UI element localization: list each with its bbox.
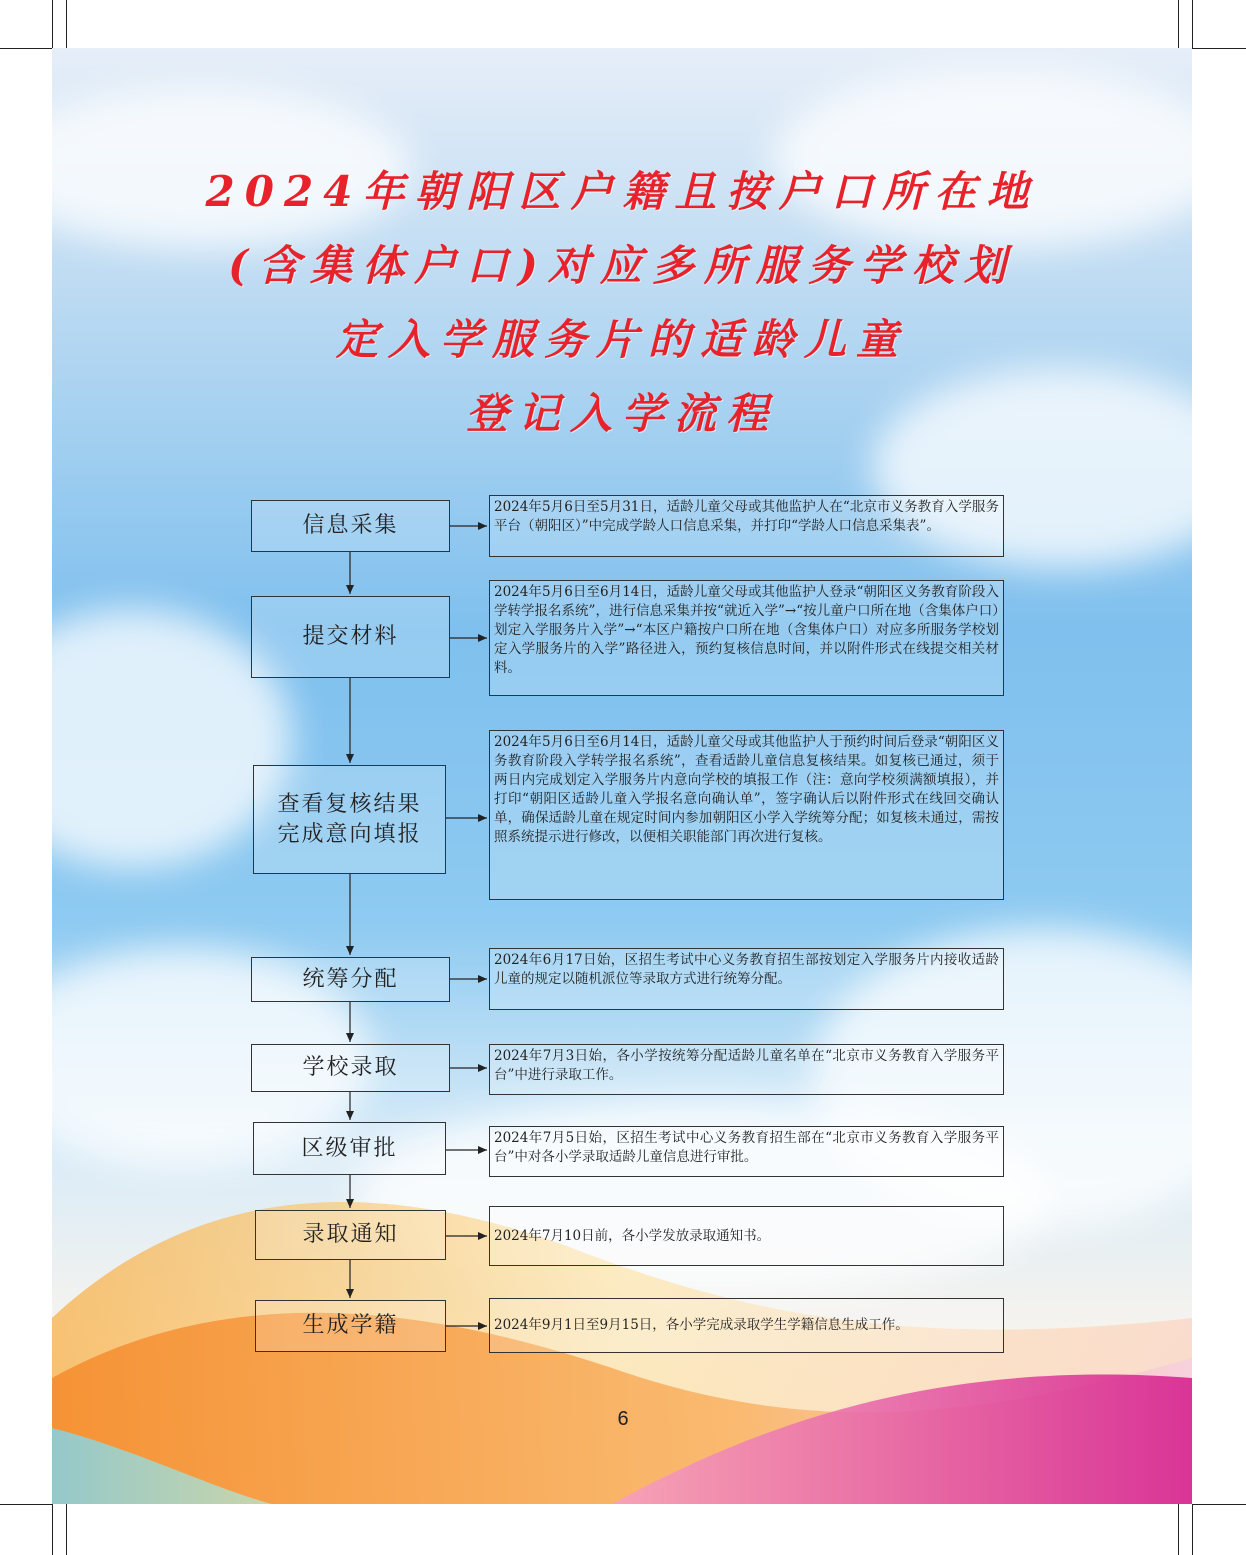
step-box-submit-materials [251,596,450,678]
step-box-allocation [251,957,450,1002]
step-description: 2024年5月6日至5月31日，适龄儿童父母或其他监护人在“北京市义务教育入学服务平台（朝阳区）”中完成学龄人口信息采集，并打印“学龄人口信息采集表”。 [489,495,1004,557]
step-label: 学校录取 [302,1055,399,1080]
step-description [489,1298,1004,1353]
step-label: 统筹分配 [302,966,399,992]
step-label: 录取通知 [302,1222,399,1247]
step-description: 2024年6月17日始，区招生考试中心义务教育招生部按划定入学服务片内接收适龄儿童的规定以随机派位等录取方式进行统筹分配。 [489,948,1004,1010]
step-description: 2024年7月3日始，各小学按统筹分配适龄儿童名单在“北京市义务教育入学服务平台”中进行录取工作。 [489,1044,1004,1095]
page-title-line-2: (含集体户口)对应多所服务学校划 [228,241,1016,290]
step-box-review-results [253,765,446,874]
page-title-line-1: 2024年朝阳区户籍且按户口所在地 [205,167,1039,216]
step-label: 生成学籍 [302,1313,399,1338]
step-box-school-admission [251,1044,450,1092]
step-label-line-2: 完成意向填报 [277,821,422,847]
step-label-line-1: 查看复核结果 [277,791,422,817]
step-description: 2024年5月6日至6月14日，适龄儿童父母或其他监护人于预约时间后登录“朝阳区义务教育阶段入学转学报名系统”，查看适龄儿童信息复核结果。如复核已通过，须于两日内完成划定入学服务片内意向学校的填报工作（注：意向学校须满额填报），并打印“朝阳区适龄儿童入学报名意向确认单”，签字确认后以附件形式在线回交确认单，确保适龄儿童在规定时间内参加朝阳区小学入学统筹分配；如复核未通过，需按照系统提示进行修改，以便相关职能部门再次进行复核。 [489,730,1004,900]
page-title-line-3: 定入学服务片的适龄儿童 [335,315,908,364]
step-description-text: 2024年7月10日前，各小学发放录取通知书。 [494,1227,771,1244]
step-description-text: 2024年9月1日至9月15日，各小学完成录取学生学籍信息生成工作。 [494,1317,909,1333]
step-label: 提交材料 [302,624,399,649]
step-box-admission-notice [255,1210,446,1260]
step-box-student-record [255,1300,446,1352]
step-box-info-collection [251,500,450,552]
step-box-district-approval [253,1122,446,1175]
step-description: 2024年7月5日始，区招生考试中心义务教育招生部在“北京市义务教育入学服务平台”中对各小学录取适龄儿童信息进行审批。 [489,1126,1004,1177]
step-description [489,1206,1004,1266]
step-label: 信息采集 [302,513,399,538]
page-number: 6 [617,1408,629,1430]
step-description: 2024年5月6日至6月14日，适龄儿童父母或其他监护人登录“朝阳区义务教育阶段入学转学报名系统”，进行信息采集并按“就近入学”→“按儿童户口所在地（含集体户口）划定入学服务片入学”→“本区户籍按户口所在地（含集体户口）对应多所服务学校划定入学服务片的入学”路径进入，预约复核信息时间，并以附件形式在线提交相关材料。 [489,580,1004,696]
page-title-line-4: 登记入学流程 [465,389,778,438]
step-label: 区级审批 [301,1135,398,1161]
